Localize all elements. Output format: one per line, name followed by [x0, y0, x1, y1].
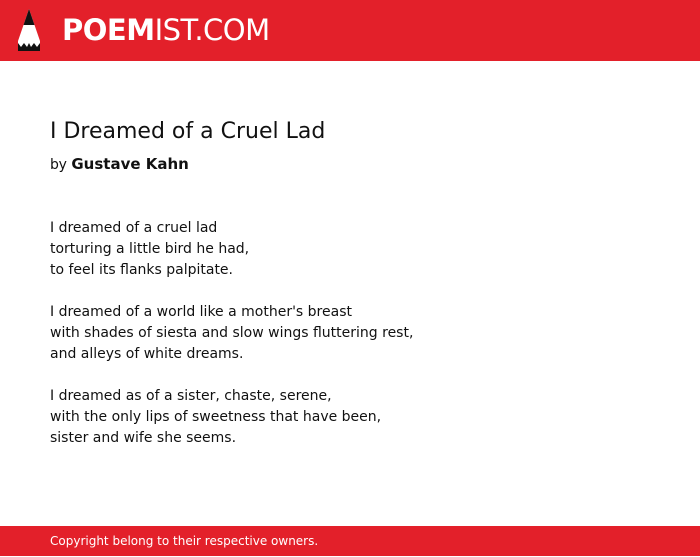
poem-title: I Dreamed of a Cruel Lad [50, 119, 326, 144]
logo-light-text: IST.COM [154, 13, 270, 47]
site-logo-link[interactable] [16, 7, 270, 53]
logo-bold-text: POEM [62, 13, 155, 47]
stanza [50, 386, 650, 449]
poem-line: with the only lips of sweetness that have been, [50, 409, 382, 425]
author-link[interactable]: Gustave Kahn [71, 155, 189, 173]
pencil-icon [16, 7, 42, 53]
copyright-text: Copyright belong to their respective owners. [50, 534, 319, 548]
poem-line: and alleys of white dreams. [50, 346, 244, 362]
poem-heading [50, 110, 650, 175]
poem-line: sister and wife she seems. [50, 430, 237, 446]
poem-line: I dreamed as of a sister, chaste, serene, [50, 388, 332, 404]
site-logo-text [62, 7, 270, 53]
poem-line: to feel its flanks palpitate. [50, 262, 233, 278]
poem-line: I dreamed of a cruel lad [50, 220, 218, 236]
poem-line: torturing a little bird he had, [50, 241, 250, 257]
site-footer [0, 526, 700, 556]
poem-line: I dreamed of a world like a mother's breast [50, 304, 352, 320]
poem-line: with shades of siesta and slow wings fluttering rest, [50, 325, 414, 341]
stanza [50, 218, 650, 281]
byline-label: by [50, 157, 67, 173]
poem-body [50, 218, 650, 470]
poem-byline [50, 154, 650, 175]
stanza [50, 302, 650, 365]
site-header [0, 0, 700, 61]
